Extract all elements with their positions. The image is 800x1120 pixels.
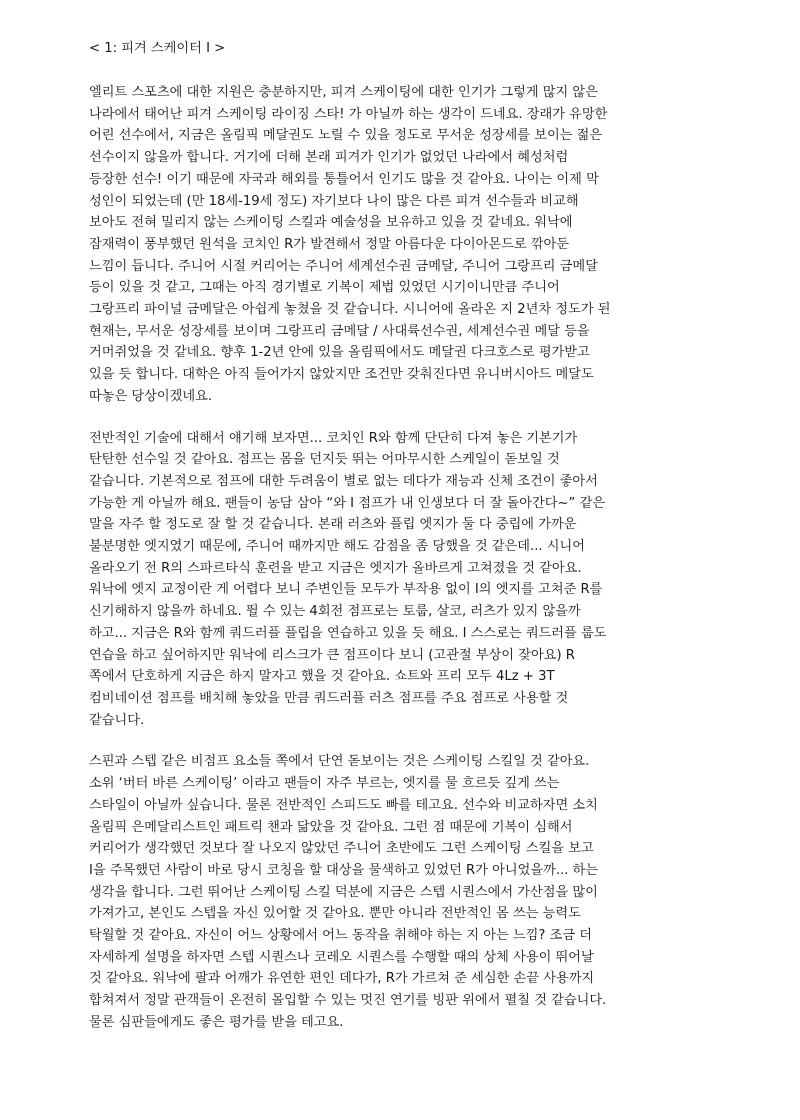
paragraph (89, 428, 729, 732)
paragraph-line: I을 주목했던 사람이 바로 당시 코칭을 할 대상을 물색하고 있었던 R가 아니었을까... 하는 (89, 862, 599, 878)
paragraph-line: 가능한 게 아닐까 해요. 팬들이 농담 삼아 “와 I 점프가 내 인생보다 더 잘 돌아간다~” 같은 (89, 495, 606, 511)
paragraph-line: 말을 자주 할 정도로 잘 할 것 같습니다. 본래 러츠와 플립 엣지가 둘 다 중립에 가까운 (89, 517, 577, 533)
paragraph-line: 가져가고, 본인도 스텝을 자신 있어할 것 같아요. 뿐만 아니라 전반적인 몸 쓰는 능력도 (89, 906, 581, 922)
paragraph-line: 쪽에서 단호하게 지금은 하지 말자고 했을 것 같아요. 쇼트와 프리 모두 4Lz + 3T (89, 669, 555, 685)
paragraph-line: 나라에서 태어난 피겨 스케이팅 라이징 스타! 가 아닐까 하는 생각이 드네요. 장래가 유망한 (89, 106, 608, 122)
paragraph-line: 탁월할 것 같아요. 자신이 어느 상황에서 어느 동작을 취해야 하는 지 아는 느낌? 조금 더 (89, 928, 593, 944)
paragraph (89, 82, 729, 408)
paragraph-line: 하고... 지금은 R와 함께 쿼드러플 플립을 연습하고 있을 듯 해요. I 스스로는 쿼드러플 룹도 (89, 625, 607, 641)
paragraph-line: 그랑프리 파이널 금메달은 아쉽게 놓쳤을 것 같습니다. 시니어에 올라온 지 2년차 정도가 된 (89, 302, 611, 318)
paragraph-line: 올림픽 은메달리스트인 패트릭 챈과 닮았을 것 같아요. 그런 점 때문에 기복이 심해서 (89, 819, 573, 835)
paragraph-line: 스핀과 스텝 같은 비점프 요소들 쪽에서 단연 돋보이는 것은 스케이팅 스킬일 것 같아요. (89, 754, 590, 770)
paragraph-line: 신기해하지 않을까 하네요. 뛸 수 있는 4회전 점프로는 토룹, 살코, 러츠가 있지 않을까 (89, 604, 581, 620)
paragraph-line: 것 같아요. 워낙에 팔과 어깨가 유연한 편인 데다가, R가 가르쳐 준 세심한 손끝 사용까지 (89, 971, 595, 987)
paragraph-line: 현재는, 무서운 성장세를 보이며 그랑프리 금메달 / 사대륙선수권, 세계선수권 메달 등을 (89, 323, 590, 339)
paragraph-line: 선수이지 않을까 합니다. 거기에 더해 본래 피겨가 인기가 없었던 나라에서 혜성처럼 (89, 150, 569, 166)
document-body (89, 82, 729, 1034)
paragraph-line: 등장한 선수! 이기 때문에 자국과 해외를 통틀어서 인기도 많을 것 같아요. 나이는 이제 막 (89, 171, 599, 187)
paragraph-line: 엘리트 스포츠에 대한 지원은 충분하지만, 피겨 스케이팅에 대한 인기가 그렇게 많지 않은 (89, 85, 598, 100)
paragraph-line: 물론 심판들에게도 좋은 평가를 받을 테고요. (89, 1014, 344, 1030)
paragraph-line: 자세하게 설명을 하자면 스텝 시퀀스나 코레오 시퀀스를 수행할 때의 상체 사용이 뛰어날 (89, 949, 594, 965)
paragraph (89, 751, 729, 1033)
paragraph-line: 있을 듯 합니다. 대학은 아직 들어가지 않았지만 조건만 갖춰진다면 유니버시아드 메달도 (89, 367, 594, 383)
document-page (89, 38, 729, 1054)
paragraph-line: 따놓은 당상이겠네요. (89, 388, 213, 404)
paragraph-line: 생각을 합니다. 그런 뛰어난 스케이팅 스킬 덕분에 지금은 스텝 시퀀스에서 가산점을 많이 (89, 884, 598, 900)
paragraph-line: 느낌이 듭니다. 주니어 시절 커리어는 주니어 세계선수권 금메달, 주니어 그랑프리 금메달 (89, 258, 598, 274)
paragraph-line: 합쳐져서 정말 관객들이 온전히 몰입할 수 있는 멋진 연기를 빙판 위에서 펼칠 것 같습니다. (89, 993, 607, 1009)
paragraph-line: 어린 선수에서, 지금은 올림픽 메달권도 노릴 수 있을 정도로 무서운 성장세를 보이는 젊은 (89, 128, 603, 144)
paragraph-line: 보아도 전혀 밀리지 않는 스케이팅 스킬과 예술성을 보유하고 있을 것 같네요. 워낙에 (89, 215, 573, 231)
paragraph-line: 성인이 되었는데 (만 18세-19세 정도) 자기보다 나이 많은 다른 피겨 선수들과 비교해 (89, 193, 579, 209)
paragraph-line: 컴비네이션 점프를 배치해 놓았을 만큼 쿼드러플 러츠 점프를 주요 점프로 사용할 것 (89, 690, 569, 706)
paragraph-line: 전반적인 기술에 대해서 얘기해 보자면... 코치인 R와 함께 단단히 다져 놓은 기본기가 (89, 430, 578, 446)
paragraph-line: 연습을 하고 싶어하지만 워낙에 리스크가 큰 점프이다 보니 (고관절 부상이 잦아요) R (89, 647, 575, 663)
paragraph-line: 스타일이 아닐까 싶습니다. 물론 전반적인 스피드도 빠를 테고요. 선수와 비교하자면 소치 (89, 797, 598, 813)
paragraph-line: 커리어가 생각했던 것보다 잘 나오지 않았던 주니어 초반에도 그런 스케이팅 스킬을 보고 (89, 841, 594, 857)
paragraph-line: 같습니다. 기본적으로 점프에 대한 두려움이 별로 없는 데다가 재능과 신체 조건이 좋아서 (89, 473, 598, 489)
paragraph-line: 불분명한 엣지였기 때문에, 주니어 때까지만 해도 감점을 좀 당했을 것 같은데... 시니어 (89, 539, 586, 555)
document-title: < 1: 피겨 스케이터 I > (89, 41, 226, 56)
paragraph-line: 소위 ‘버터 바른 스케이팅’ 이라고 팬들이 자주 부르는, 엣지를 물 흐르듯 깊게 쓰는 (89, 776, 560, 792)
paragraph-line: 올라오기 전 R의 스파르타식 훈련을 받고 지금은 엣지가 올바르게 고쳐졌을 것 같아요. (89, 560, 582, 576)
paragraph-line: 거머쥐었을 것 같네요. 향후 1-2년 안에 있을 올림픽에서도 메달권 다크호스로 평가받고 (89, 345, 590, 361)
paragraph-line: 탄탄한 선수일 것 같아요. 점프는 몸을 던지듯 뛰는 어마무시한 스케일이 돋보일 것 (89, 452, 560, 468)
paragraph-line: 워낙에 엣지 교정이란 게 어렵다 보니 주변인들 모두가 부작용 없이 I의 엣지를 고쳐준 R를 (89, 582, 603, 598)
paragraph-line: 등이 있을 것 같고, 그때는 아직 경기별로 기복이 제법 있었던 시기이니만큼 주니어 (89, 280, 560, 296)
paragraph-line: 잠재력이 풍부했던 원석을 코치인 R가 발견해서 정말 아름다운 다이아몬드로 깎아둔 (89, 236, 570, 252)
paragraph-line: 같습니다. (89, 712, 145, 728)
